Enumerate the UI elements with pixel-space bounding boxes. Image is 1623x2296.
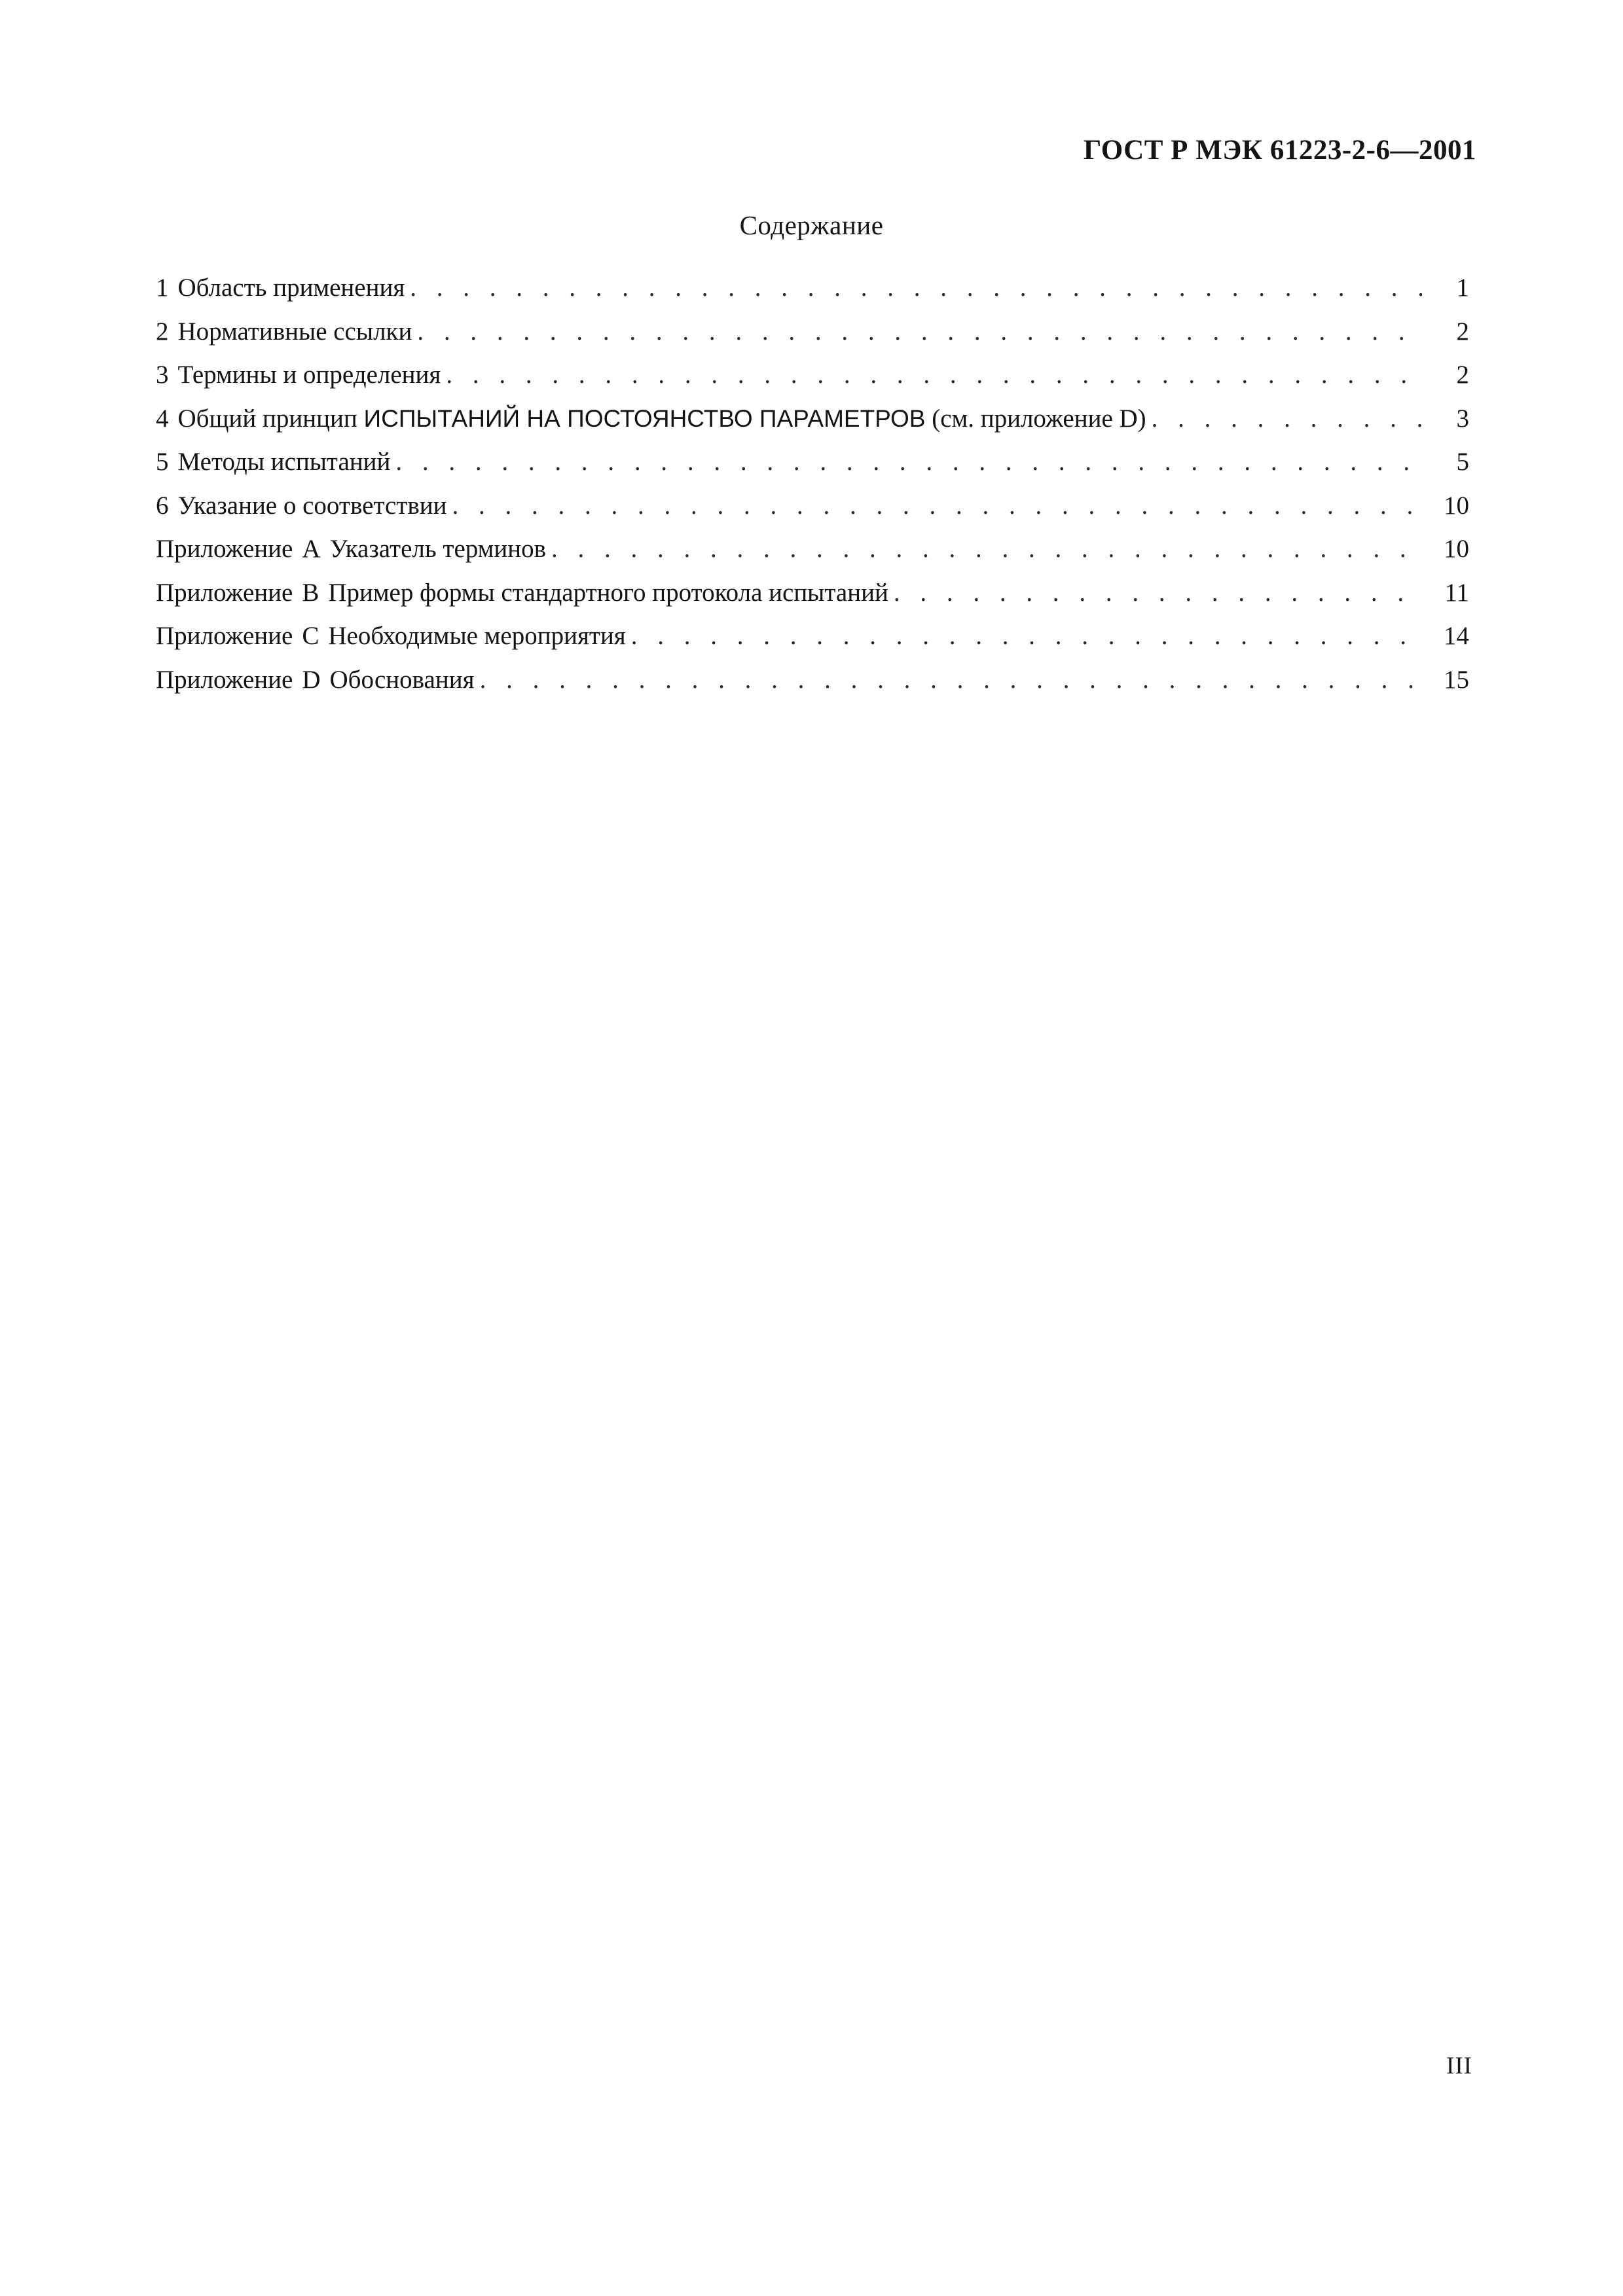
toc-entry-text: Методы испытаний	[177, 448, 391, 476]
toc-entry-label	[156, 273, 410, 302]
toc-entry-text-caps: ИСПЫТАНИЙ НА ПОСТОЯНСТВО ПАРАМЕТРОВ	[363, 404, 926, 432]
table-of-contents	[156, 273, 1469, 708]
toc-leader-dots	[894, 578, 1422, 607]
toc-entry-text-pre: Общий принцип	[177, 404, 357, 433]
toc-leader-dots	[452, 491, 1423, 520]
toc-appendix-letter: C	[302, 622, 319, 650]
toc-entry-5[interactable]	[156, 447, 1469, 491]
toc-page-number: 5	[1456, 448, 1469, 476]
toc-entry-label	[156, 578, 894, 607]
toc-leader-dots	[631, 621, 1422, 651]
document-id: ГОСТ Р МЭК 61223-2-6—2001	[1083, 135, 1476, 166]
toc-leader-dots	[410, 273, 1422, 302]
toc-appendix-letter: D	[302, 665, 321, 694]
toc-entry-appendix-b[interactable]	[156, 578, 1469, 622]
toc-entry-3[interactable]	[156, 360, 1469, 404]
toc-entry-text: Нормативные ссылки	[177, 317, 412, 346]
toc-page-number: 11	[1444, 578, 1469, 607]
toc-leader-dots	[1152, 404, 1422, 433]
toc-entry-text: Необходимые мероприятия	[328, 622, 626, 650]
toc-entry-label	[156, 491, 452, 520]
toc-entry-text-post: (см. приложение D)	[932, 404, 1146, 433]
toc-entry-number: 3	[156, 361, 169, 389]
toc-appendix-prefix: Приложение	[156, 622, 293, 650]
toc-entry-label	[156, 317, 417, 346]
toc-page-number: 10	[1444, 535, 1469, 563]
toc-page-number: 3	[1456, 404, 1469, 433]
toc-page-number: 2	[1456, 317, 1469, 346]
toc-entry-text: Пример формы стандартного протокола испытаний	[328, 578, 888, 607]
toc-entry-label	[156, 621, 631, 651]
toc-entry-number: 5	[156, 448, 169, 476]
toc-leader-dots	[551, 534, 1422, 564]
toc-entry-label	[156, 360, 446, 389]
page-number: III	[1446, 2053, 1472, 2079]
toc-page-number: 2	[1456, 361, 1469, 389]
toc-page-number: 10	[1444, 491, 1469, 520]
toc-entry-text: Обоснования	[329, 665, 475, 694]
toc-entry-1[interactable]	[156, 273, 1469, 317]
toc-appendix-prefix: Приложение	[156, 665, 293, 694]
toc-entry-2[interactable]	[156, 317, 1469, 361]
toc-leader-dots	[446, 360, 1422, 389]
toc-entry-text: Термины и определения	[177, 361, 441, 389]
toc-appendix-prefix: Приложение	[156, 535, 293, 563]
toc-entry-text: Область применения	[177, 274, 405, 302]
toc-entry-6[interactable]	[156, 491, 1469, 535]
toc-entry-label	[156, 404, 1152, 433]
toc-leader-dots	[395, 447, 1422, 476]
toc-entry-number: 6	[156, 491, 169, 520]
toc-entry-appendix-a[interactable]	[156, 534, 1469, 578]
toc-entry-label	[156, 447, 395, 476]
toc-leader-dots	[480, 665, 1422, 694]
toc-entry-label	[156, 534, 551, 564]
toc-appendix-letter: A	[302, 535, 321, 563]
toc-entry-text: Указатель терминов	[329, 535, 547, 563]
toc-page-number: 1	[1456, 274, 1469, 302]
toc-leader-dots	[417, 317, 1422, 346]
toc-entry-appendix-c[interactable]	[156, 621, 1469, 665]
toc-appendix-letter: B	[302, 578, 319, 607]
toc-entry-label	[156, 665, 480, 694]
toc-entry-number: 2	[156, 317, 169, 346]
toc-entry-number: 4	[156, 404, 169, 433]
toc-entry-text: Указание о соответствии	[177, 491, 447, 520]
toc-entry-appendix-d[interactable]	[156, 665, 1469, 709]
toc-entry-number: 1	[156, 274, 169, 302]
toc-page-number: 15	[1444, 665, 1469, 694]
toc-title: Содержание	[739, 210, 884, 240]
toc-entry-4[interactable]	[156, 404, 1469, 448]
toc-appendix-prefix: Приложение	[156, 578, 293, 607]
toc-page-number: 14	[1444, 622, 1469, 650]
